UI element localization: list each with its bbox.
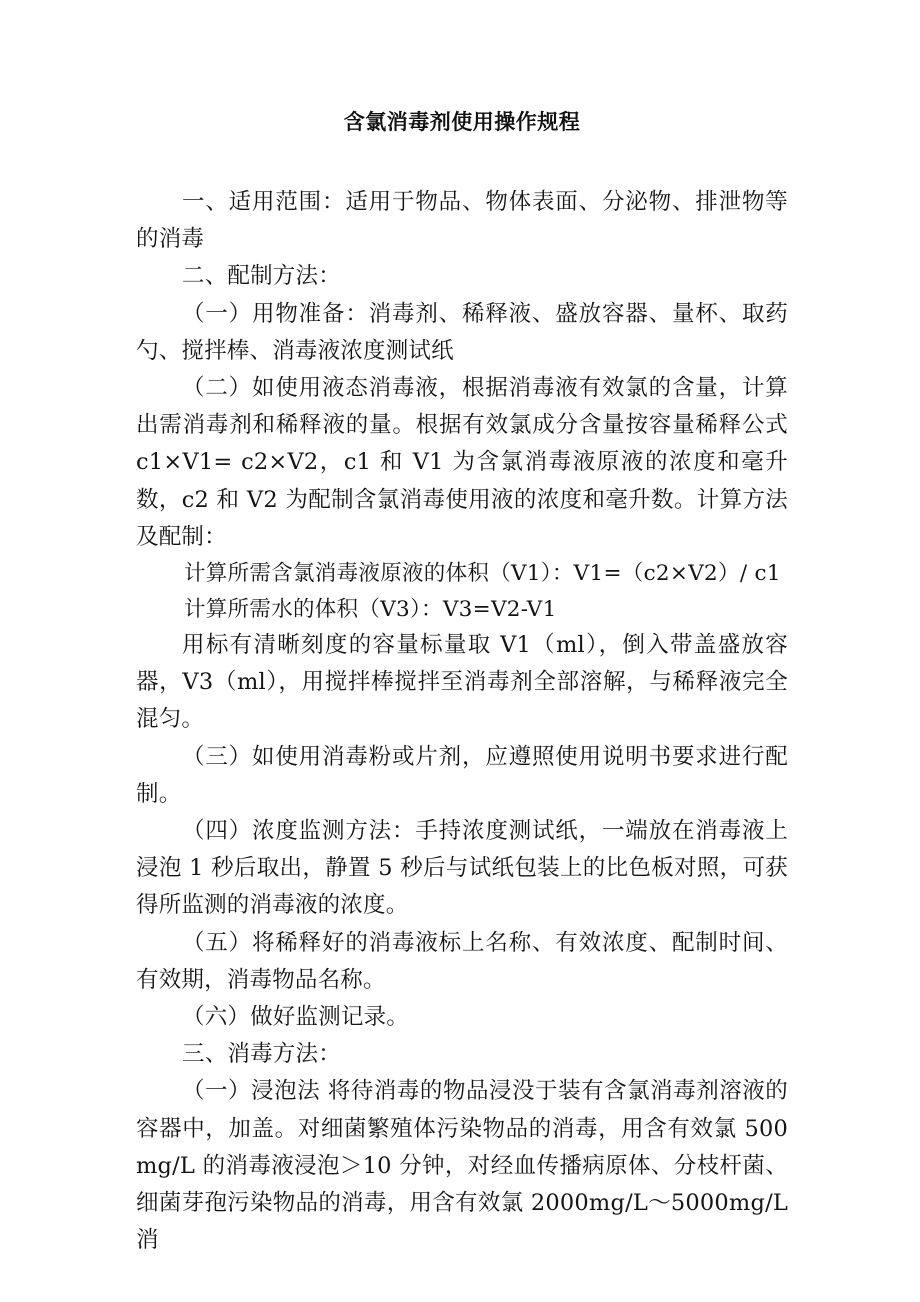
formula-block [136, 556, 788, 627]
paragraph-concentration-monitoring: （四）浓度监测方法：手持浓度测试纸，一端放在消毒液上浸泡 1 秒后取出，静置 5 秒后与试纸包装上的比色板对照，可获得所监测的消毒液的浓度。 [136, 818, 788, 919]
paragraph-powder-tablet: （三）如使用消毒粉或片剂，应遵照使用说明书要求进行配制。 [136, 743, 788, 807]
title-spacer [136, 136, 788, 184]
paragraph-record-keeping: （六）做好监测记录。 [182, 1004, 410, 1031]
paragraph-immersion-method: （一）浸泡法 将待消毒的物品浸没于装有含氯消毒剂溶液的容器中，加盖。对细菌繁殖体污染物品的消毒，用含有效氯 500mg/L 的消毒液浸泡＞10 分钟，对经血传播病原体、分枝杆菌、细菌芽孢污染物品的消毒，用含有效氯 2000mg/L～5000mg/L 消 [136, 1078, 788, 1254]
formula-water-volume: 计算所需水的体积（V3）：V3=V2-V1 [184, 596, 557, 622]
document-body [136, 104, 788, 1259]
paragraph-scope: 一、适用范围：适用于物品、物体表面、分泌物、排泄物等的消毒 [136, 189, 788, 253]
paragraph-mixing-instructions: 用标有清晰刻度的容量标量取 V1（ml），倒入带盖盛放容器，V3（ml），用搅拌棒搅拌至消毒剂全部溶解，与稀释液完全混匀。 [136, 632, 788, 733]
paragraph-labeling: （五）将稀释好的消毒液标上名称、有效浓度、配制时间、有效期，消毒物品名称。 [136, 929, 788, 993]
paragraph-liquid-dilution: （二）如使用液态消毒液，根据消毒液有效氯的含量，计算出需消毒剂和稀释液的量。根据有效氯成分含量按容量稀释公式 c1×V1= c2×V2，c1 和 V1 为含氯消毒液原液的浓度和毫升数，c2 和 V2 为配制含氯消毒使用液的浓度和毫升数。计算方法及配制： [136, 375, 788, 550]
paragraph-disinfection-heading: 三、消毒方法： [182, 1041, 341, 1068]
page-title: 含氯消毒剂使用操作规程 [343, 110, 581, 134]
formula-stock-volume: 计算所需含氯消毒液原液的体积（V1）：V1=（c2×V2）/ c1 [184, 561, 781, 587]
paragraph-preparation-heading: 二、配制方法： [182, 263, 341, 290]
paragraph-materials: （一）用物准备：消毒剂、稀释液、盛放容器、量杯、取药勺、搅拌棒、消毒液浓度测试纸 [136, 300, 788, 364]
